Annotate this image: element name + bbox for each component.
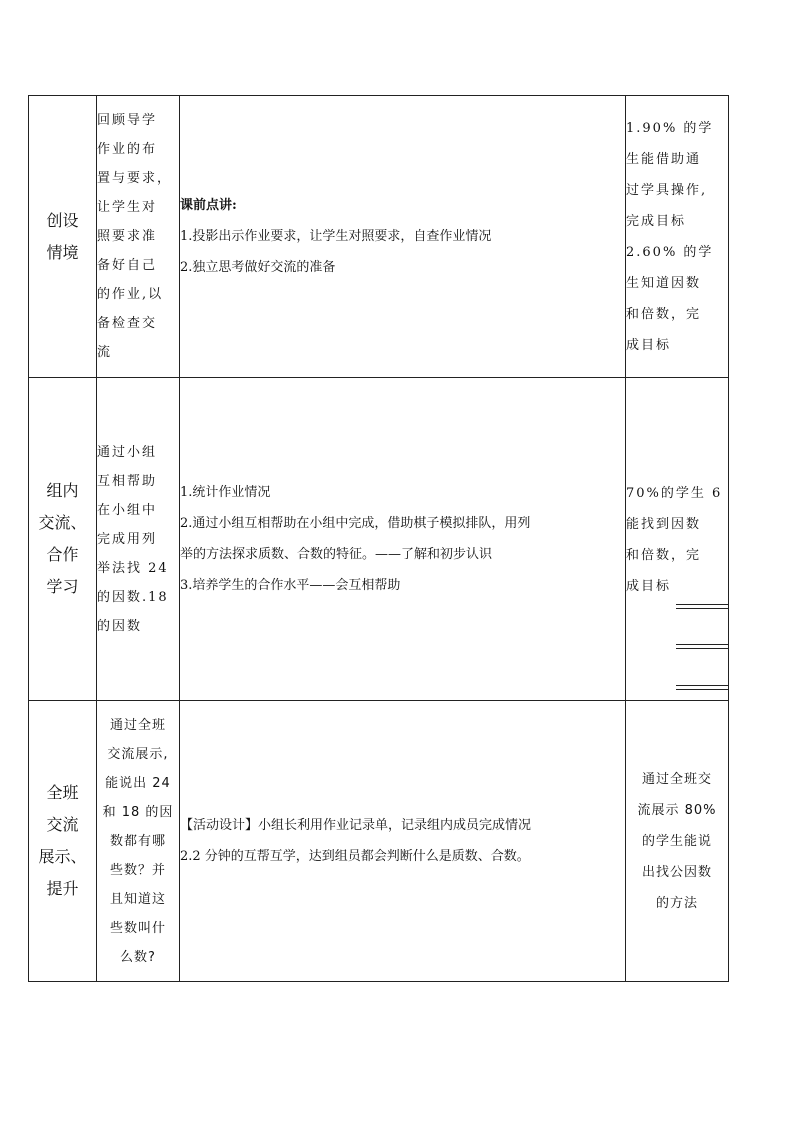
- assessment-line: 生知道因数: [626, 275, 702, 291]
- content-line: 2.2 分钟的互帮互学，达到组员都会判断什么是质数、合数。: [180, 849, 530, 864]
- assessment-line: 的学生能说: [641, 833, 712, 849]
- assessment-cell: [626, 378, 729, 701]
- stage-text: 交流、: [38, 513, 87, 532]
- assessment-line: 2.60% 的学: [626, 244, 714, 260]
- assessment-line: 1.90% 的学: [626, 120, 714, 136]
- activity-line: 且知道这: [109, 891, 166, 907]
- activity-cell: [97, 378, 180, 701]
- table-row: [29, 701, 729, 982]
- assessment-line: 70%的学生 6: [626, 486, 723, 501]
- activity-line: 互相帮助: [97, 473, 158, 489]
- lesson-plan-table: [28, 95, 729, 982]
- activity-line: 照要求准: [97, 229, 158, 244]
- content-cell: [180, 378, 626, 701]
- stage-cell: [29, 378, 97, 701]
- double-rule: [676, 604, 728, 609]
- activity-line: 流: [97, 345, 113, 360]
- stage-text: 提升: [46, 879, 79, 898]
- assessment-line: 成目标: [626, 337, 672, 353]
- activity-line: 通过小组: [97, 444, 158, 460]
- assessment-line: 和倍数，完: [626, 548, 702, 563]
- activity-line: 些数叫什: [109, 920, 166, 936]
- activity-line: 些数？并: [109, 862, 166, 878]
- table-row: [29, 96, 729, 378]
- stage-text: 组内: [46, 481, 79, 500]
- assessment-line: 成目标: [626, 579, 672, 594]
- activity-line: 通过全班: [109, 717, 166, 733]
- activity-line: 让学生对: [97, 200, 158, 215]
- stage-text: 情境: [46, 242, 79, 262]
- content-line: 1.投影出示作业要求，让学生对照要求，自查作业情况: [180, 229, 492, 244]
- assessment-cell: [626, 96, 729, 378]
- content-line: 举的方法探求质数、合数的特征。——了解和初步认识: [180, 547, 493, 562]
- activity-line: 置与要求，: [97, 171, 173, 186]
- assessment-line: 的方法: [655, 895, 698, 911]
- activity-line: 回顾导学: [97, 113, 158, 128]
- activity-line: 在小组中: [97, 502, 158, 518]
- activity-line: 备好自己: [97, 258, 158, 273]
- activity-line: 备检查交: [97, 316, 158, 331]
- content-line: 3.培养学生的合作水平——会互相帮助: [180, 578, 401, 593]
- content-line: 1.统计作业情况: [180, 485, 271, 500]
- activity-line: 的因数: [97, 618, 143, 634]
- assessment-line: 通过全班交: [641, 771, 712, 787]
- stage-text: 学习: [46, 577, 79, 596]
- activity-cell: [97, 96, 180, 378]
- stage-text: 创设: [46, 210, 79, 230]
- content-heading: 课前点讲:: [180, 198, 237, 213]
- activity-line: 能说出 24: [105, 775, 171, 791]
- assessment-line: 出找公因数: [641, 864, 712, 880]
- content-cell: [180, 96, 626, 378]
- stage-text: 合作: [46, 545, 79, 564]
- activity-line: 的因数.18: [97, 589, 169, 605]
- assessment-line: 过学具操作,: [626, 182, 708, 198]
- assessment-cell: [626, 701, 729, 982]
- assessment-line: 能找到因数: [626, 517, 702, 532]
- double-rule: [676, 685, 728, 690]
- content-line: 2.独立思考做好交流的准备: [180, 260, 336, 275]
- assessment-line: 生能借助通: [626, 151, 702, 167]
- activity-line: 举法找 24: [97, 560, 169, 576]
- stage-cell: [29, 96, 97, 378]
- stage-cell: [29, 701, 97, 982]
- activity-line: 么数?: [120, 949, 156, 965]
- content-cell: [180, 701, 626, 982]
- assessment-line: 流展示 80%: [637, 802, 717, 818]
- activity-line: 数都有哪: [109, 833, 166, 849]
- activity-line: 完成用列: [97, 531, 158, 547]
- activity-line: 的作业,以: [97, 287, 164, 302]
- activity-cell: [97, 701, 180, 982]
- activity-line: 交流展示,: [107, 746, 169, 762]
- assessment-line: 完成目标: [626, 213, 687, 229]
- activity-line: 和 18 的因: [102, 804, 174, 820]
- stage-text: 展示、: [38, 847, 87, 866]
- stage-text: 全班: [46, 783, 79, 802]
- activity-line: 作业的布: [97, 142, 158, 157]
- double-rule: [676, 644, 728, 649]
- content-line: 【活动设计】小组长利用作业记录单，记录组内成员完成情况: [180, 818, 532, 833]
- stage-text: 交流: [46, 815, 79, 834]
- assessment-line: 和倍数，完: [626, 306, 702, 322]
- table-row: [29, 378, 729, 701]
- content-line: 2.通过小组互相帮助在小组中完成，借助棋子模拟排队，用列: [180, 516, 531, 531]
